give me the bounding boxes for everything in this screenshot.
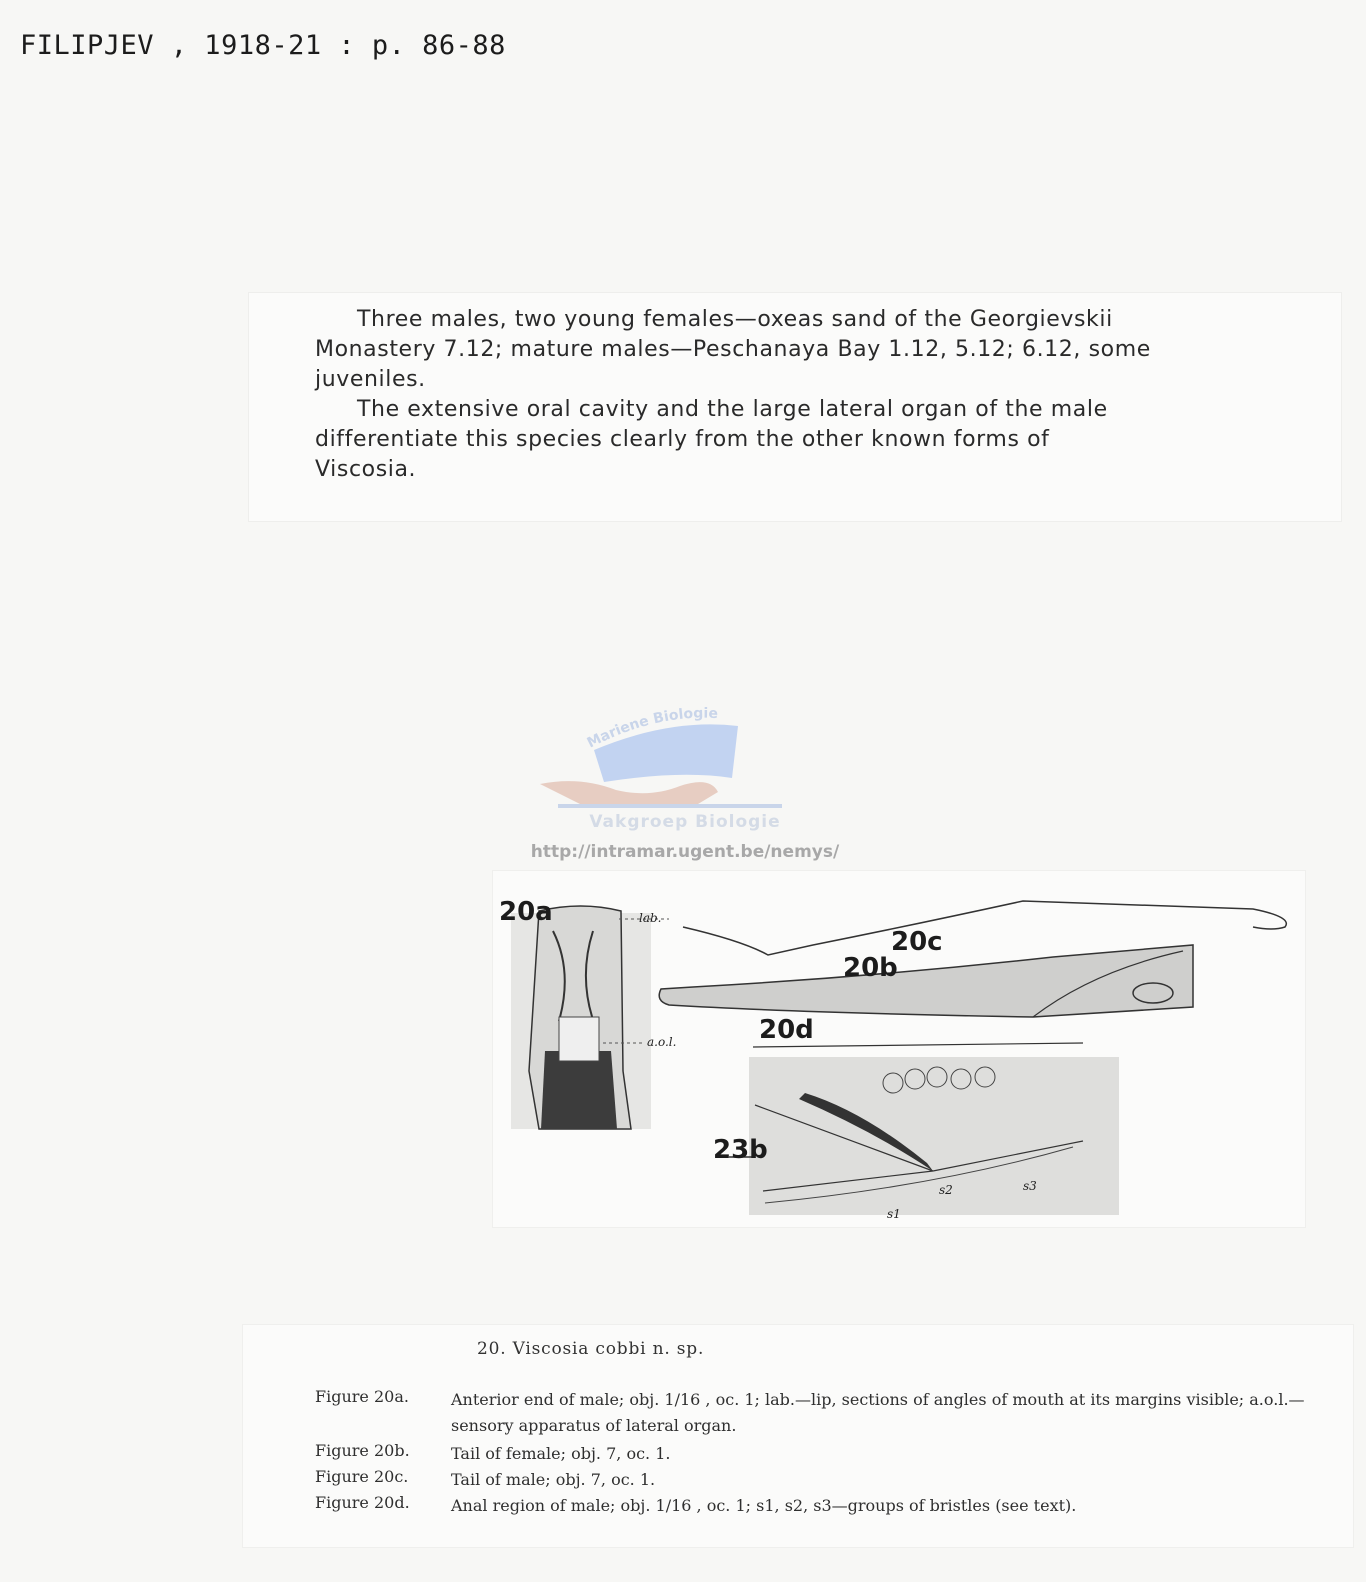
label-s2: s2 xyxy=(939,1183,953,1197)
nematode-drawings xyxy=(493,871,1305,1227)
watermark-department: Vakgroep Biologie xyxy=(589,812,781,832)
caption-figure-id: Figure 20b. xyxy=(315,1441,410,1460)
caption-figure-id: Figure 20c. xyxy=(315,1467,409,1486)
logo-arc-text: Mariene Biologie xyxy=(584,705,719,752)
figure-20-illustration xyxy=(492,870,1306,1228)
page-citation: FILIPJEV , 1918-21 : p. 86-88 xyxy=(20,30,506,61)
caption-figure-id: Figure 20d. xyxy=(315,1493,410,1512)
label-s1: s1 xyxy=(887,1207,901,1221)
drawing-anterior-end xyxy=(511,906,669,1129)
caption-description: Tail of female; obj. 7, oc. 1. xyxy=(451,1444,671,1463)
drawing-anal-region xyxy=(729,1043,1119,1215)
figure-label-20d: 20d xyxy=(759,1015,814,1045)
figure-label-20b: 20b xyxy=(843,953,898,983)
label-s3: s3 xyxy=(1023,1179,1037,1193)
caption-title: 20. Viscosia cobbi n. sp. xyxy=(477,1339,705,1359)
text-paragraph-localities: Three males, two young females—oxeas sand of the Georgievskii Monastery 7.12; mature males—Peschanaya Bay 1.12, 5.12; 6.12, some juveniles. xyxy=(315,307,1151,392)
logo-bar xyxy=(558,804,782,808)
caption-description: Tail of male; obj. 7, oc. 1. xyxy=(451,1470,656,1489)
caption-figure-id: Figure 20a. xyxy=(315,1387,409,1406)
watermark-logo xyxy=(520,700,850,870)
label-aol: a.o.l. xyxy=(647,1035,677,1049)
label-lab: lab. xyxy=(639,911,662,925)
figure-label-20c: 20c xyxy=(891,927,943,957)
caption-description: Anal region of male; obj. 1/16 , oc. 1; s1, s2, s3—groups of bristles (see text). xyxy=(451,1496,1077,1515)
drawing-tail-male xyxy=(683,901,1286,955)
figure-label-20a: 20a xyxy=(499,897,553,927)
figure-label-23b: 23b xyxy=(713,1135,768,1165)
species-text-block xyxy=(248,292,1342,522)
text-paragraph-diagnosis: The extensive oral cavity and the large lateral organ of the male differentiate this species clearly from the other known forms of Viscosia. xyxy=(315,397,1108,482)
logo-fish-shape xyxy=(540,781,718,808)
caption-description: Anterior end of male; obj. 1/16 , oc. 1; lab.—lip, sections of angles of mouth at its margins visible; a.o.l.—sensory apparatus of lateral organ. xyxy=(451,1390,1305,1435)
watermark-url: http://intramar.ugent.be/nemys/ xyxy=(530,842,840,862)
figure-caption-block xyxy=(242,1324,1354,1548)
